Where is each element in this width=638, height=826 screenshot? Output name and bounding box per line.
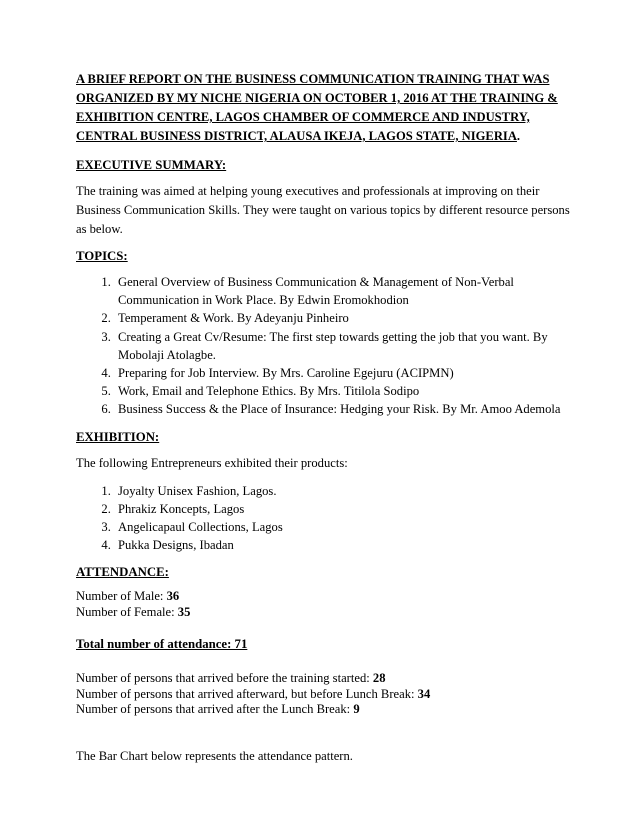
exhibition-heading: EXHIBITION: (76, 429, 160, 444)
chart-note: The Bar Chart below represents the attendance pattern. (76, 748, 353, 763)
female-count-label: Number of Female: (76, 604, 178, 619)
female-count-line (76, 605, 578, 621)
arrived-before-label: Number of persons that arrived before the training started: (76, 671, 373, 686)
arrived-after-lunch-value: 9 (353, 702, 360, 717)
report-title (76, 70, 578, 146)
male-count-line (76, 589, 578, 605)
report-title-text: A BRIEF REPORT ON THE BUSINESS COMMUNICATION TRAINING THAT WAS ORGANIZED BY MY NICHE NIGERIA ON OCTOBER 1, 2016 AT THE TRAINING & EXHIBITION CENTRE, LAGOS CHAMBER OF COMMERCE AND INDUSTRY, CENTRAL BUSINESS DISTRICT, ALAUSA IKEJA, LAGOS STATE, NIGERIA (76, 72, 558, 143)
male-count-label: Number of Male: (76, 589, 167, 604)
executive-summary-heading: EXECUTIVE SUMMARY: (76, 158, 227, 172)
topic-item: 5. Work, Email and Telephone Ethics. By Mrs. Titilola Sodipo (114, 382, 578, 400)
attendance-heading: ATTENDANCE: (76, 565, 169, 580)
report-title-period: . (516, 129, 521, 143)
topic-item: 3. Creating a Great Cv/Resume: The first step towards getting the job that you want. By Mobolaji Atolagbe. (114, 328, 578, 364)
exhibitor-item: 3. Angelicapaul Collections, Lagos (114, 518, 578, 536)
arrived-afterward-line (76, 687, 578, 703)
exhibitor-item: 2. Phrakiz Koncepts, Lagos (114, 500, 578, 518)
exhibitors-list (76, 482, 578, 555)
topic-item: 2. Temperament & Work. By Adeyanju Pinheiro (114, 309, 578, 327)
topic-item: 6. Business Success & the Place of Insurance: Hedging your Risk. By Mr. Amoo Ademola (114, 400, 578, 418)
topic-item: 1. General Overview of Business Communication & Management of Non-Verbal Communication in Work Place. By Edwin Eromokhodion (114, 273, 578, 309)
female-count-value: 35 (177, 604, 191, 619)
topic-item: 4. Preparing for Job Interview. By Mrs. Caroline Egejuru (ACIPMN) (114, 364, 578, 382)
executive-summary-text: The training was aimed at helping young executives and professionals at improving on their Business Communication Skills. They were taught on various topics by different resource persons as below. (76, 184, 570, 236)
arrived-before-line (76, 671, 578, 687)
arrived-afterward-value: 34 (417, 686, 431, 701)
exhibitor-item: 4. Pukka Designs, Ibadan (114, 536, 578, 554)
exhibitor-item: 1. Joyalty Unisex Fashion, Lagos. (114, 482, 578, 500)
topics-list (76, 273, 578, 419)
male-count-value: 36 (166, 589, 180, 604)
arrived-after-lunch-label: Number of persons that arrived after the Lunch Break: (76, 702, 354, 717)
arrived-before-value: 28 (372, 671, 386, 686)
arrived-after-lunch-line (76, 702, 578, 718)
total-attendance: Total number of attendance: 71 (76, 637, 248, 652)
arrived-afterward-label: Number of persons that arrived afterward, but before Lunch Break: (76, 686, 418, 701)
exhibition-intro: The following Entrepreneurs exhibited their products: (76, 455, 348, 470)
topics-heading: TOPICS: (76, 249, 128, 263)
